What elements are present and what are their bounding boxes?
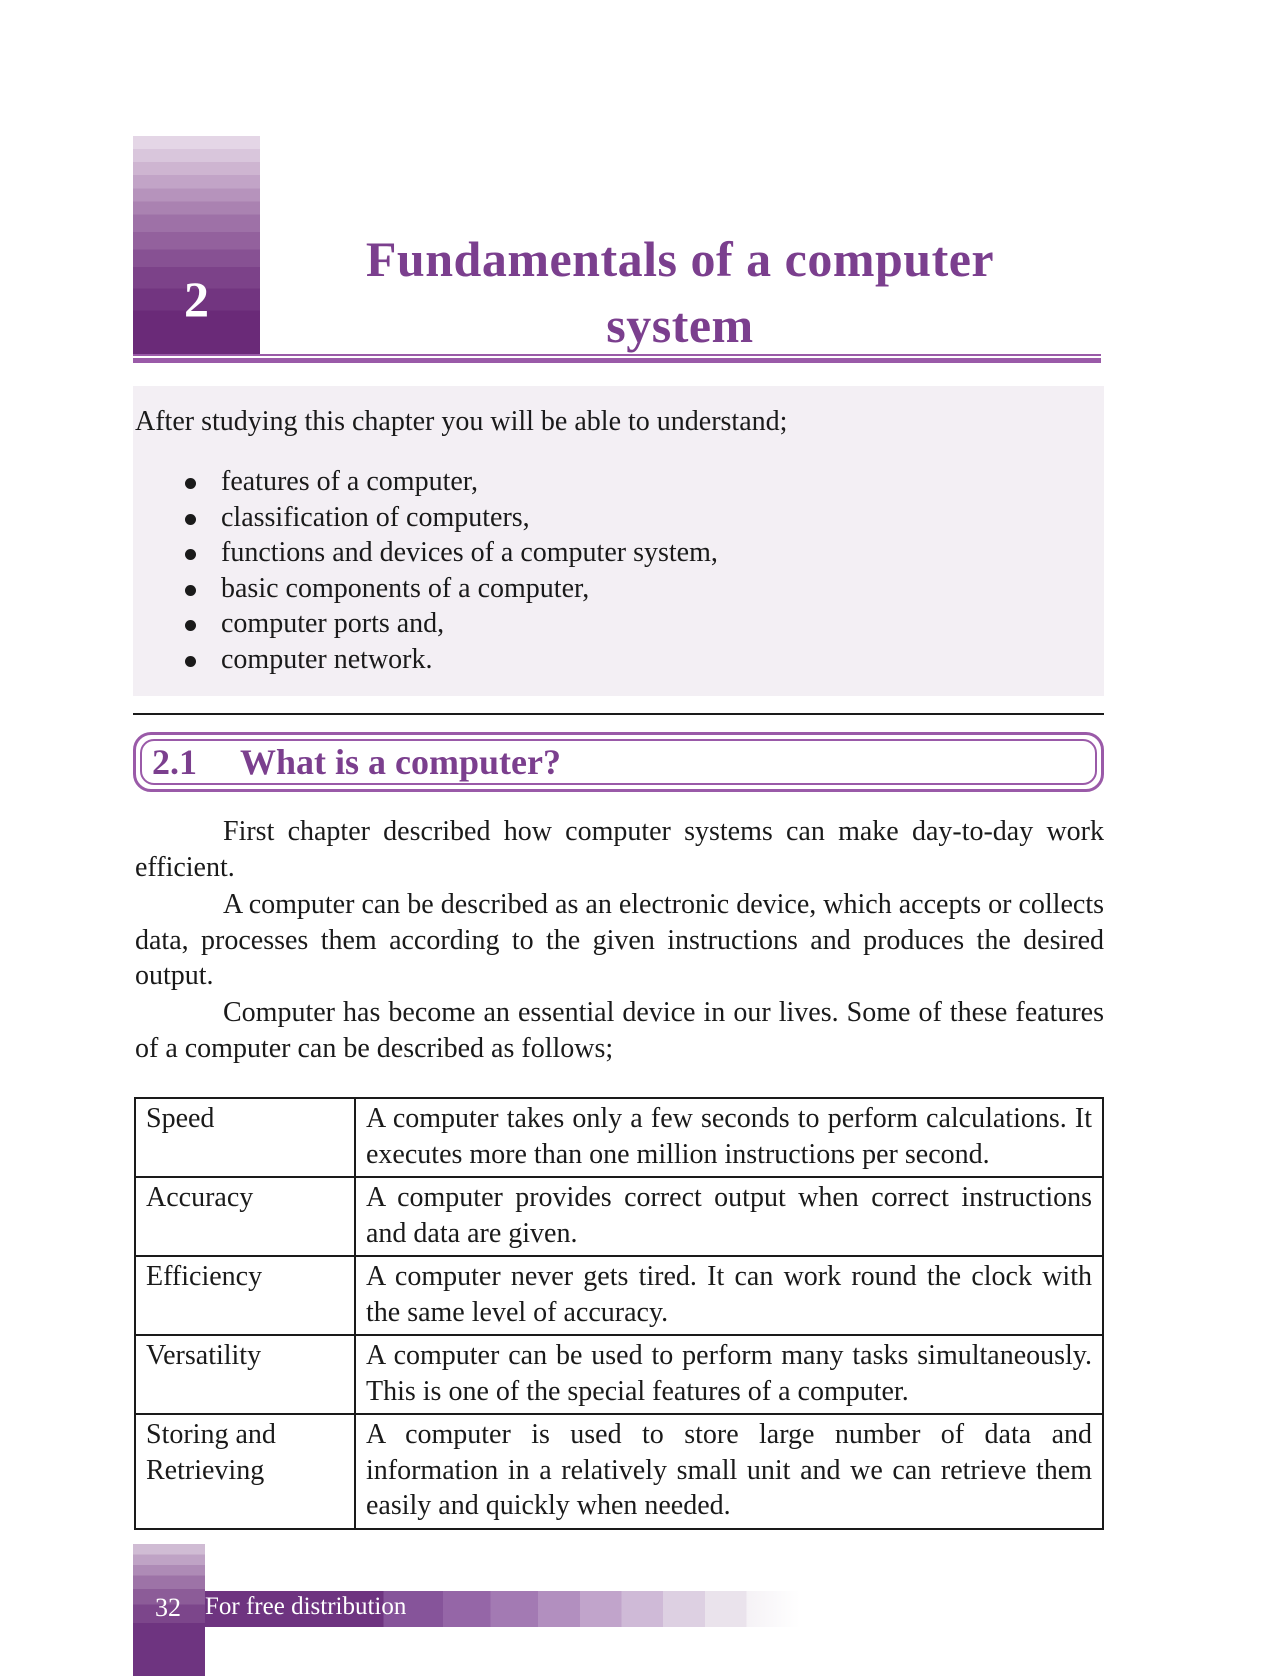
list-item <box>183 642 718 678</box>
list-item-text: computer network. <box>221 643 433 675</box>
feature-description: A computer never gets tired. It can work round the clock with the same level of accuracy. <box>355 1256 1103 1335</box>
section-number: 2.1 <box>152 742 197 782</box>
objectives-box <box>133 386 1104 696</box>
feature-description: A computer provides correct output when correct instructions and data are given. <box>355 1177 1103 1256</box>
list-item-text: basic components of a computer, <box>221 572 590 604</box>
list-item <box>183 571 718 607</box>
chapter-number-block <box>133 136 260 354</box>
table-row <box>135 1098 1103 1177</box>
feature-term: Storing and Retrieving <box>135 1414 355 1529</box>
bullet-icon <box>185 620 196 631</box>
table-row <box>135 1256 1103 1335</box>
page-number: 32 <box>155 1593 181 1622</box>
objectives-intro: After studying this chapter you will be able to understand; <box>135 406 788 437</box>
objectives-list <box>183 464 718 677</box>
feature-description: A computer is used to store large number of data and information in a relatively small unit and we can retrieve them easily and quickly when needed. <box>355 1414 1103 1529</box>
list-item <box>183 500 718 536</box>
bullet-icon <box>185 478 196 489</box>
table-row <box>135 1177 1103 1256</box>
feature-description: A computer takes only a few seconds to perform calculations. It executes more than one million instructions per second. <box>355 1098 1103 1177</box>
table-row <box>135 1414 1103 1529</box>
footer-text: For free distribution <box>205 1593 407 1620</box>
feature-term: Accuracy <box>135 1177 355 1256</box>
title-rule-thin <box>133 354 1101 356</box>
paragraph-1: First chapter described how computer systems can make day-to-day work efficient. <box>135 816 1104 883</box>
feature-term: Speed <box>135 1098 355 1177</box>
paragraph-3: Computer has become an essential device in our lives. Some of these features of a computer can be described as follows; <box>135 997 1104 1064</box>
feature-description: A computer can be used to perform many tasks simultaneously. This is one of the special features of a computer. <box>355 1335 1103 1414</box>
chapter-number: 2 <box>184 271 209 327</box>
chapter-title-line1: Fundamentals of a computer <box>365 231 995 287</box>
features-table <box>134 1097 1104 1530</box>
table-row <box>135 1335 1103 1414</box>
list-item-text: classification of computers, <box>221 501 530 533</box>
chapter-title-line2: system <box>606 297 754 353</box>
bullet-icon <box>185 549 196 560</box>
bullet-icon <box>185 656 196 667</box>
section-heading <box>133 732 1104 792</box>
feature-term: Versatility <box>135 1335 355 1414</box>
list-item <box>183 606 718 642</box>
section-title: What is a computer? <box>240 742 561 782</box>
paragraph-2: A computer can be described as an electronic device, which accepts or collects data, processes them according to the given instructions and produces the desired output. <box>135 889 1104 991</box>
feature-term: Efficiency <box>135 1256 355 1335</box>
chapter-title <box>300 226 1060 358</box>
list-item <box>183 535 718 571</box>
list-item-text: features of a computer, <box>221 466 478 497</box>
bullet-icon <box>185 585 196 596</box>
list-item <box>183 464 718 500</box>
title-rule-thick <box>133 358 1101 363</box>
section-divider <box>133 713 1104 715</box>
list-item-text: functions and devices of a computer system, <box>221 537 718 568</box>
list-item-text: computer ports and, <box>221 608 445 639</box>
bullet-icon <box>185 514 196 525</box>
